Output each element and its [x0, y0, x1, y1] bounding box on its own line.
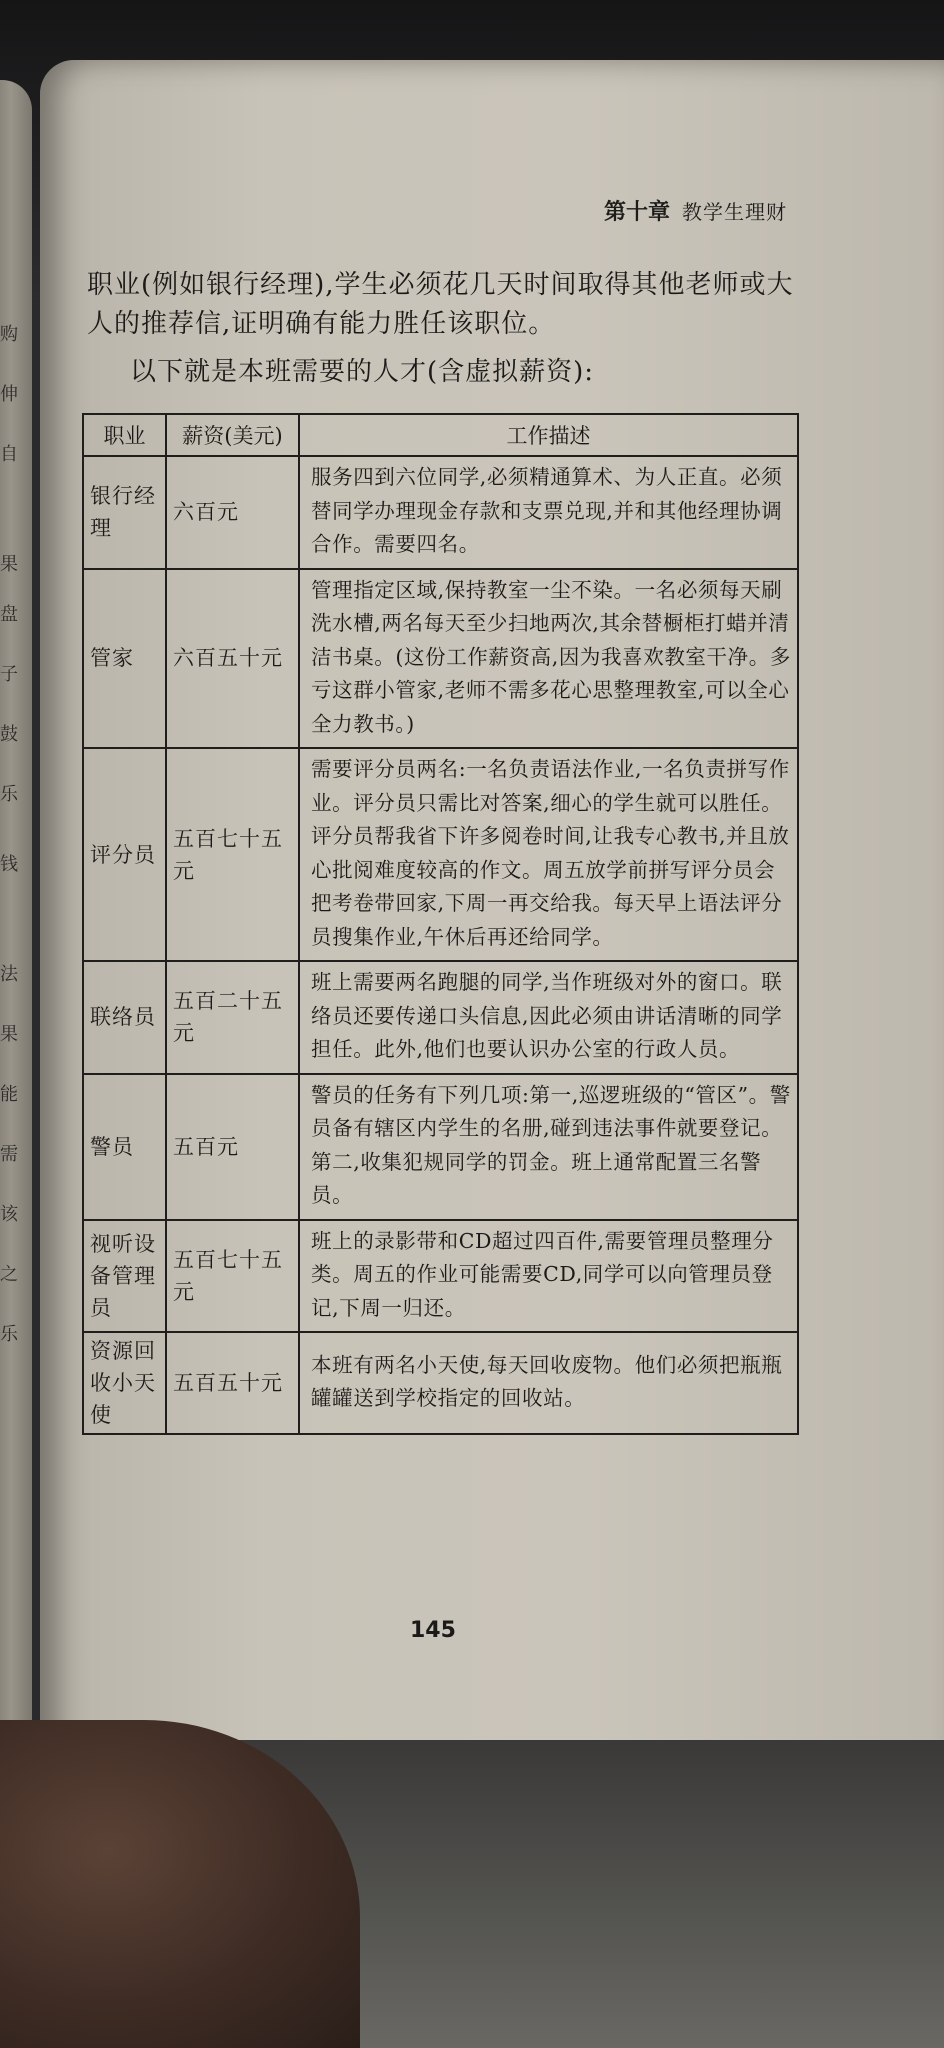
jobs-table: [82, 413, 799, 1435]
job-description: 班上需要两名跑腿的同学,当作班级对外的窗口。联络员还要传递口头信息,因此必须由讲话清晰的同学担任。此外,他们也要认识办公室的行政人员。: [299, 961, 798, 1074]
paragraph-2: 以下就是本班需要的人才(含虚拟薪资):: [130, 357, 595, 387]
left-page-edge: [0, 80, 32, 1780]
table-row: [83, 1332, 798, 1434]
table-row: [83, 748, 798, 961]
left-page-glyph: 盘: [0, 604, 18, 625]
job-salary: 五百七十五元: [166, 748, 299, 961]
job-salary: 六百五十元: [166, 569, 299, 749]
job-title: 评分员: [83, 748, 166, 961]
job-description: 服务四到六位同学,必须精通算术、为人正直。必须替同学办理现金存款和支票兑现,并和其他经理协调合作。需要四名。: [299, 456, 798, 569]
job-salary: 五百五十元: [166, 1332, 299, 1434]
job-title: 银行经理: [83, 456, 166, 569]
job-salary: 五百二十五元: [166, 961, 299, 1074]
table-header-row: [83, 414, 798, 456]
left-page-glyph: 果: [0, 1024, 18, 1045]
left-page-glyph: 乐: [0, 1324, 18, 1345]
table-row: [83, 456, 798, 569]
job-description: 管理指定区域,保持教室一尘不染。一名必须每天刷洗水槽,两名每天至少扫地两次,其余替橱柜打蜡并清洁书桌。(这份工作薪资高,因为我喜欢教室干净。多亏这群小管家,老师不需多花心思整理教室,可以全心全力教书。): [299, 569, 798, 749]
table-row: [83, 961, 798, 1074]
job-description: 警员的任务有下列几项:第一,巡逻班级的“管区”。警员备有辖区内学生的名册,碰到违法事件就要登记。第二,收集犯规同学的罚金。班上通常配置三名警员。: [299, 1074, 798, 1220]
table-row: [83, 1220, 798, 1333]
left-page-glyph: 能: [0, 1084, 18, 1105]
running-header: [604, 195, 787, 226]
job-description: 需要评分员两名:一名负责语法作业,一名负责拼写作业。评分员只需比对答案,细心的学生就可以胜任。评分员帮我省下许多阅卷时间,让我专心教书,并且放心批阅难度较高的作文。周五放学前拼写评分员会把考卷带回家,下周一再交给我。每天早上语法评分员搜集作业,午休后再还给同学。: [299, 748, 798, 961]
job-salary: 六百元: [166, 456, 299, 569]
job-salary: 五百七十五元: [166, 1220, 299, 1333]
left-page-glyph: 果: [0, 554, 18, 575]
job-description: 本班有两名小天使,每天回收废物。他们必须把瓶瓶罐罐送到学校指定的回收站。: [299, 1332, 798, 1434]
left-page-glyph: 子: [0, 664, 18, 685]
left-page-glyph: 法: [0, 964, 18, 985]
table-row: [83, 1074, 798, 1220]
left-page-glyph: 之: [0, 1264, 18, 1285]
left-page-glyph: 自: [0, 444, 18, 465]
left-page-glyph: 乐: [0, 784, 18, 805]
header-description: 工作描述: [299, 414, 798, 456]
left-page-glyph: 鼓: [0, 724, 18, 745]
paragraph-1: 职业(例如银行经理),学生必须花几天时间取得其他老师或大人的推荐信,证明确有能力胜任该职位。: [87, 270, 794, 339]
job-title: 视听设备管理员: [83, 1220, 166, 1333]
chapter-label: 第十章: [604, 200, 671, 225]
header-salary: 薪资(美元): [166, 414, 299, 456]
left-page-glyph: 钱: [0, 854, 18, 875]
job-title: 联络员: [83, 961, 166, 1074]
job-description: 班上的录影带和CD超过四百件,需要管理员整理分类。周五的作业可能需要CD,同学可以向管理员登记,下周一归还。: [299, 1220, 798, 1333]
job-title: 管家: [83, 569, 166, 749]
chapter-title: 教学生理财: [682, 200, 788, 224]
left-page-glyph: 购: [0, 324, 18, 345]
left-page-glyph: 需: [0, 1144, 18, 1165]
header-job: 职业: [83, 414, 166, 456]
left-page-glyph: 伸: [0, 384, 18, 405]
table-row: [83, 569, 798, 749]
job-title: 资源回收小天使: [83, 1332, 166, 1434]
page-number: 145: [410, 1618, 456, 1643]
job-title: 警员: [83, 1074, 166, 1220]
left-page-glyph: 该: [0, 1204, 18, 1225]
job-salary: 五百元: [166, 1074, 299, 1220]
